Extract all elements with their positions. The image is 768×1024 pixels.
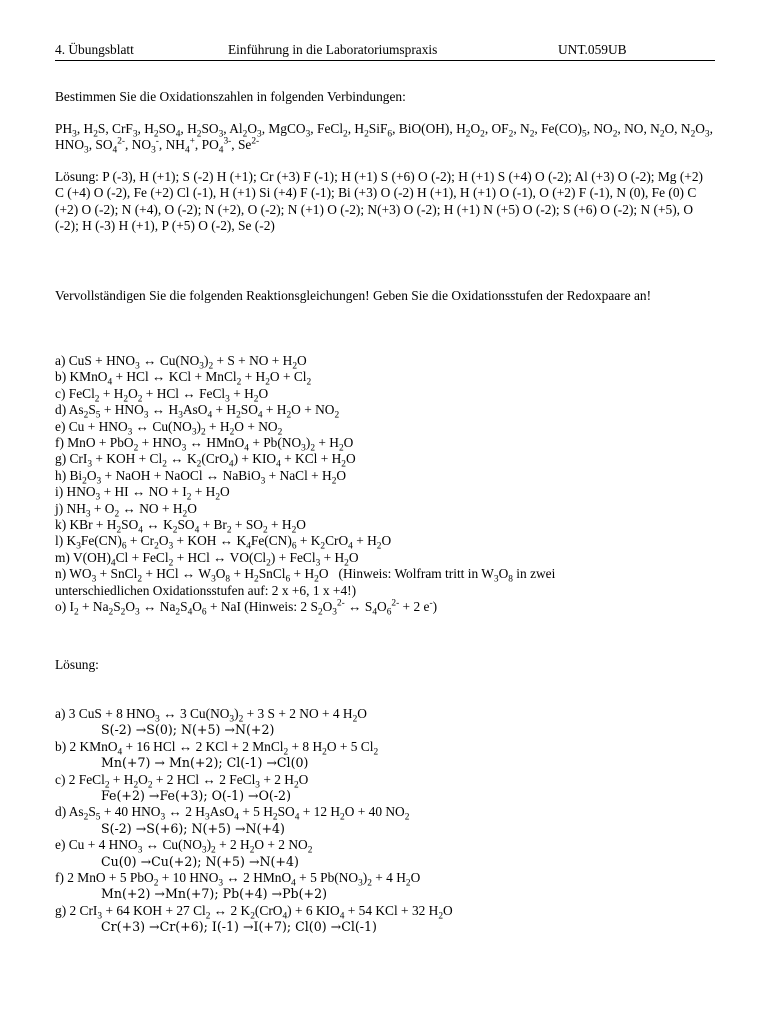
solution-redox-pairs: Cu(0) →Cu(+2); N(+5) →N(+4) [101,853,299,869]
solution-redox-pairs: Fe(+2) →Fe(+3); O(-1) →O(-2) [101,788,291,804]
header-course-code: UNT.059UB [558,42,627,57]
reaction-line: o) $I_2 + Na_2S_2O_3$ ↔ $Na_2S_4O_6$ + NaI (Hinweis: 2 $S_2O_3^{2-}$ ↔ $S_4O_6^{2-} + 2$ e-) [55,598,438,618]
reaction-line: k) KBr + $H_2SO_4$ ↔ $K_2SO_4 + Br_2 + SO_2 + H_2O$ [55,517,306,536]
reaction-line: g) CrI$_3$ + KOH + $Cl_2$ ↔ $K_2(CrO_4) + KIO_4$ + KCl + $H_2O$ [55,451,356,471]
task2-question: Vervollständigen Sie die folgenden Reaktionsgleichungen! Geben Sie die Oxidationsstufen der Redoxpaare an! [55,288,652,303]
reaction-line: m) $V(OH)_4Cl$ + FeCl$_2$ + HCl ↔ $VO(Cl_2)$ + FeCl$_3$ + $H_2O$ [55,549,359,569]
solution-equation: a) 3 CuS + 8 $HNO_3$ ↔ 3 $Cu(NO_3)_2 + 3$ S + 2 NO + 4 $H_2O$ [55,706,367,725]
reaction-line: f) MnO + $PbO_2 + HNO_3$ ↔ HMnO$_4$ + $Pb(NO_3)_2 + H_2O$ [55,435,354,454]
solution-equation: f) 2 MnO + 5 PbO$_2$ + 10 $HNO_3$ ↔ 2 HMnO$_4$ + 5 $Pb(NO_3)_2 + 4$ $H_2O$ [55,870,421,889]
solution-redox-pairs: S(-2) →S(0); N(+5) →N(+2) [101,722,275,738]
header-course-title: Einführung in die Laboratoriumspraxis [228,42,438,57]
solution-redox-pairs: Mn(+2) →Mn(+7); Pb(+4) →Pb(+2) [101,886,328,902]
reaction-line: h) $Bi_2O_3$ + NaOH + NaOCl ↔ NaBiO$_3$ + NaCl + $H_2O$ [55,467,347,487]
task1-compounds: $PH_3$, $H_2S$, CrF$_3$, $H_2SO_4$, $H_2SO_3$, $Al_2O_3$, MgCO$_3$, FeCl$_2$, $H_2SiF_6$, BiO(OH), $H_2O_2$, $OF_2$, $N_2$, $Fe(CO)_5$, $NO_2$, NO, $N_2O$, $N_2O_3$, $HNO_3$, $SO_4^{2-}$, $NO_3^-$, $NH_4^+$, $PO_4^{3-}$, $Se^{2-}$ [55,121,713,157]
solution-redox-pairs: Mn(+7) → Mn(+2); Cl(-1) →Cl(0) [101,755,309,771]
task1-question: Bestimmen Sie die Oxidationszahlen in folgenden Verbindungen: [55,89,406,104]
reaction-line: n) $WO_3$ + SnCl$_2$ + HCl ↔ $W_3O_8$ + $H_2SnCl_6 + H_2O$ (Hinweis: Wolfram tritt in $W_3O_8$ in zwei [55,566,556,585]
solution-redox-pairs: S(-2) →S(+6); N(+5) →N(+4) [101,820,285,836]
task1-solution: Lösung: P (-3), H (+1); S (-2) H (+1); Cr (+3) F (-1); H (+1) S (+6) O (-2); H (+1) S (+4) O (-2); Al (+3) O (-2); Mg (+2) C (+4) O (-2), Fe (+2) Cl (-1), H (+1) Si (+4) F (-1); Bi (+3) O (-2) H (+1), H (+1) O (-1), O (+2) F (-1), N (0), Fe (0) C (+2) O (-2); N (+4), O (-2); N (+2), O (-2); N (+1) O (-2); N(+3) O (-2); H (+1) N (+5) O (-2); S (+6) O (-2); N (+5), O (-2); H (-3) H (+1), P (+5) O (-2), Se (-2) [55,169,703,234]
solution-equation: e) Cu + 4 $HNO_3$ ↔ $Cu(NO_3)_2 + 2$ $H_2O + 2$ $NO_2$ [55,837,313,856]
reaction-line: unterschiedlichen Oxidationsstufen auf: 2 x +6, 1 x +4!) [55,582,357,598]
reaction-line: l) $K_3Fe(CN)_6 + Cr_2O_3$ + KOH ↔ $K_4Fe(CN)_6 + K_2CrO_4 + H_2O$ [55,533,392,553]
worksheet-page [55,40,715,935]
solution-equation: g) 2 CrI$_3$ + 64 KOH + 27 $Cl_2$ ↔ 2 $K_2(CrO_4) + 6$ $KIO_4 + 54$ KCl + 32 $H_2O$ [55,902,453,922]
task2-reaction-list [55,353,715,616]
solution-equation: b) 2 KMnO$_4$ + 16 HCl ↔ 2 KCl + 2 MnCl$_2$ + 8 $H_2O + 5$ $Cl_2$ [55,738,379,758]
reaction-line: a) CuS + $HNO_3$ ↔ $Cu(NO_3)_2 + S$ + NO + $H_2O$ [55,353,307,372]
header-sheet-number: 4. Übungsblatt [55,42,134,57]
solution-redox-pairs: Cr(+3) →Cr(+6); I(-1) →I(+7); Cl(0) →Cl(-1) [101,919,377,935]
solution-heading: Lösung: [55,657,99,672]
reaction-line: j) $NH_3 + O_2$ ↔ NO + $H_2O$ [55,500,197,520]
reaction-line: e) $Cu + HNO_3$ ↔ $Cu(NO_3)_2 + H_2O + NO_2$ [55,418,283,438]
solution-list [55,706,715,936]
reaction-line: i) $HNO_3$ + HI ↔ NO + $I_2 + H_2O$ [55,484,230,503]
reaction-line: c) FeCl$_2$ + $H_2O_2$ + HCl ↔ FeCl$_3$ + $H_2O$ [55,385,269,405]
reaction-line: b) KMnO$_4$ + HCl ↔ KCl + MnCl$_2$ + $H_2O + Cl_2$ [55,369,312,389]
reaction-line: d) $As_2S_5 + HNO_3$ ↔ $H_3AsO_4 + H_2SO_4 + H_2O + NO_2$ [55,402,340,421]
solution-equation: c) 2 FeCl$_2$ + $H_2O_2 + 2$ HCl ↔ 2 FeCl$_3$ + 2 $H_2O$ [55,771,309,791]
page-header [55,40,715,61]
solution-equation: d) $As_2S_5 + 40$ $HNO_3$ ↔ 2 $H_3AsO_4 + 5$ $H_2SO_4 + 12$ $H_2O + 40$ $NO_2$ [55,804,410,824]
